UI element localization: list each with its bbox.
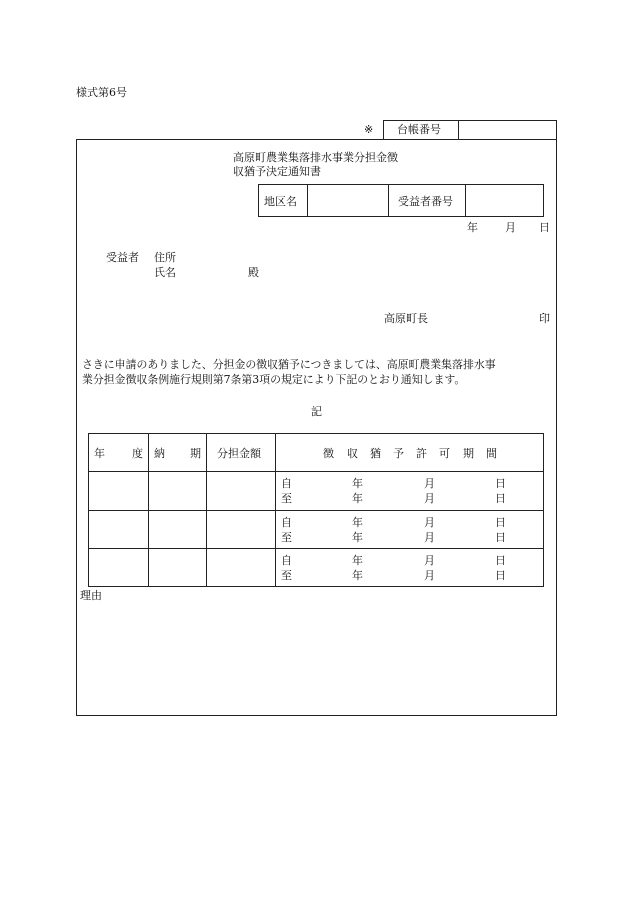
form-frame xyxy=(76,139,557,716)
issuer-seal: 印 xyxy=(539,312,550,325)
issuer-name: 高原町長 xyxy=(384,312,428,325)
date-month: 月 xyxy=(505,221,516,234)
recipient-name-label: 氏名 xyxy=(154,266,176,279)
district-label: 地区名 xyxy=(264,195,297,208)
table-row: 自 年 月 日 至 年 月 日 xyxy=(281,516,506,544)
document-title-line2: 収猶予決定通知書 xyxy=(233,165,321,178)
register-mark: ※ xyxy=(364,123,374,136)
ki-heading: 記 xyxy=(311,405,322,418)
form-number: 様式第6号 xyxy=(76,86,127,99)
document-title-line1: 高原町農業集落排水事業分担金徴 xyxy=(233,151,398,164)
body-text-line2: 業分担金徴収条例施行規則第7条第3項の規定により下記のとおり通知します。 xyxy=(82,373,466,386)
table-row: 自 年 月 日 至 年 月 日 xyxy=(281,554,506,582)
body-text-line1: さきに申請のありました、分担金の徴収猶予につきましては、高原町農業集落排水事 xyxy=(82,358,496,371)
recipient-honorific: 殿 xyxy=(248,266,259,279)
date-day: 日 xyxy=(539,221,550,234)
date-year: 年 xyxy=(467,221,478,234)
beneficiary-number-label: 受益者番号 xyxy=(398,195,453,208)
recipient-label: 受益者 xyxy=(106,251,139,264)
reason-label: 理由 xyxy=(80,589,102,602)
recipient-address-label: 住所 xyxy=(154,251,176,264)
header-amount: 分担金額 xyxy=(217,447,261,460)
register-number-label: 台帳番号 xyxy=(397,123,441,136)
table-row: 自 年 月 日 至 年 月 日 xyxy=(281,477,506,505)
